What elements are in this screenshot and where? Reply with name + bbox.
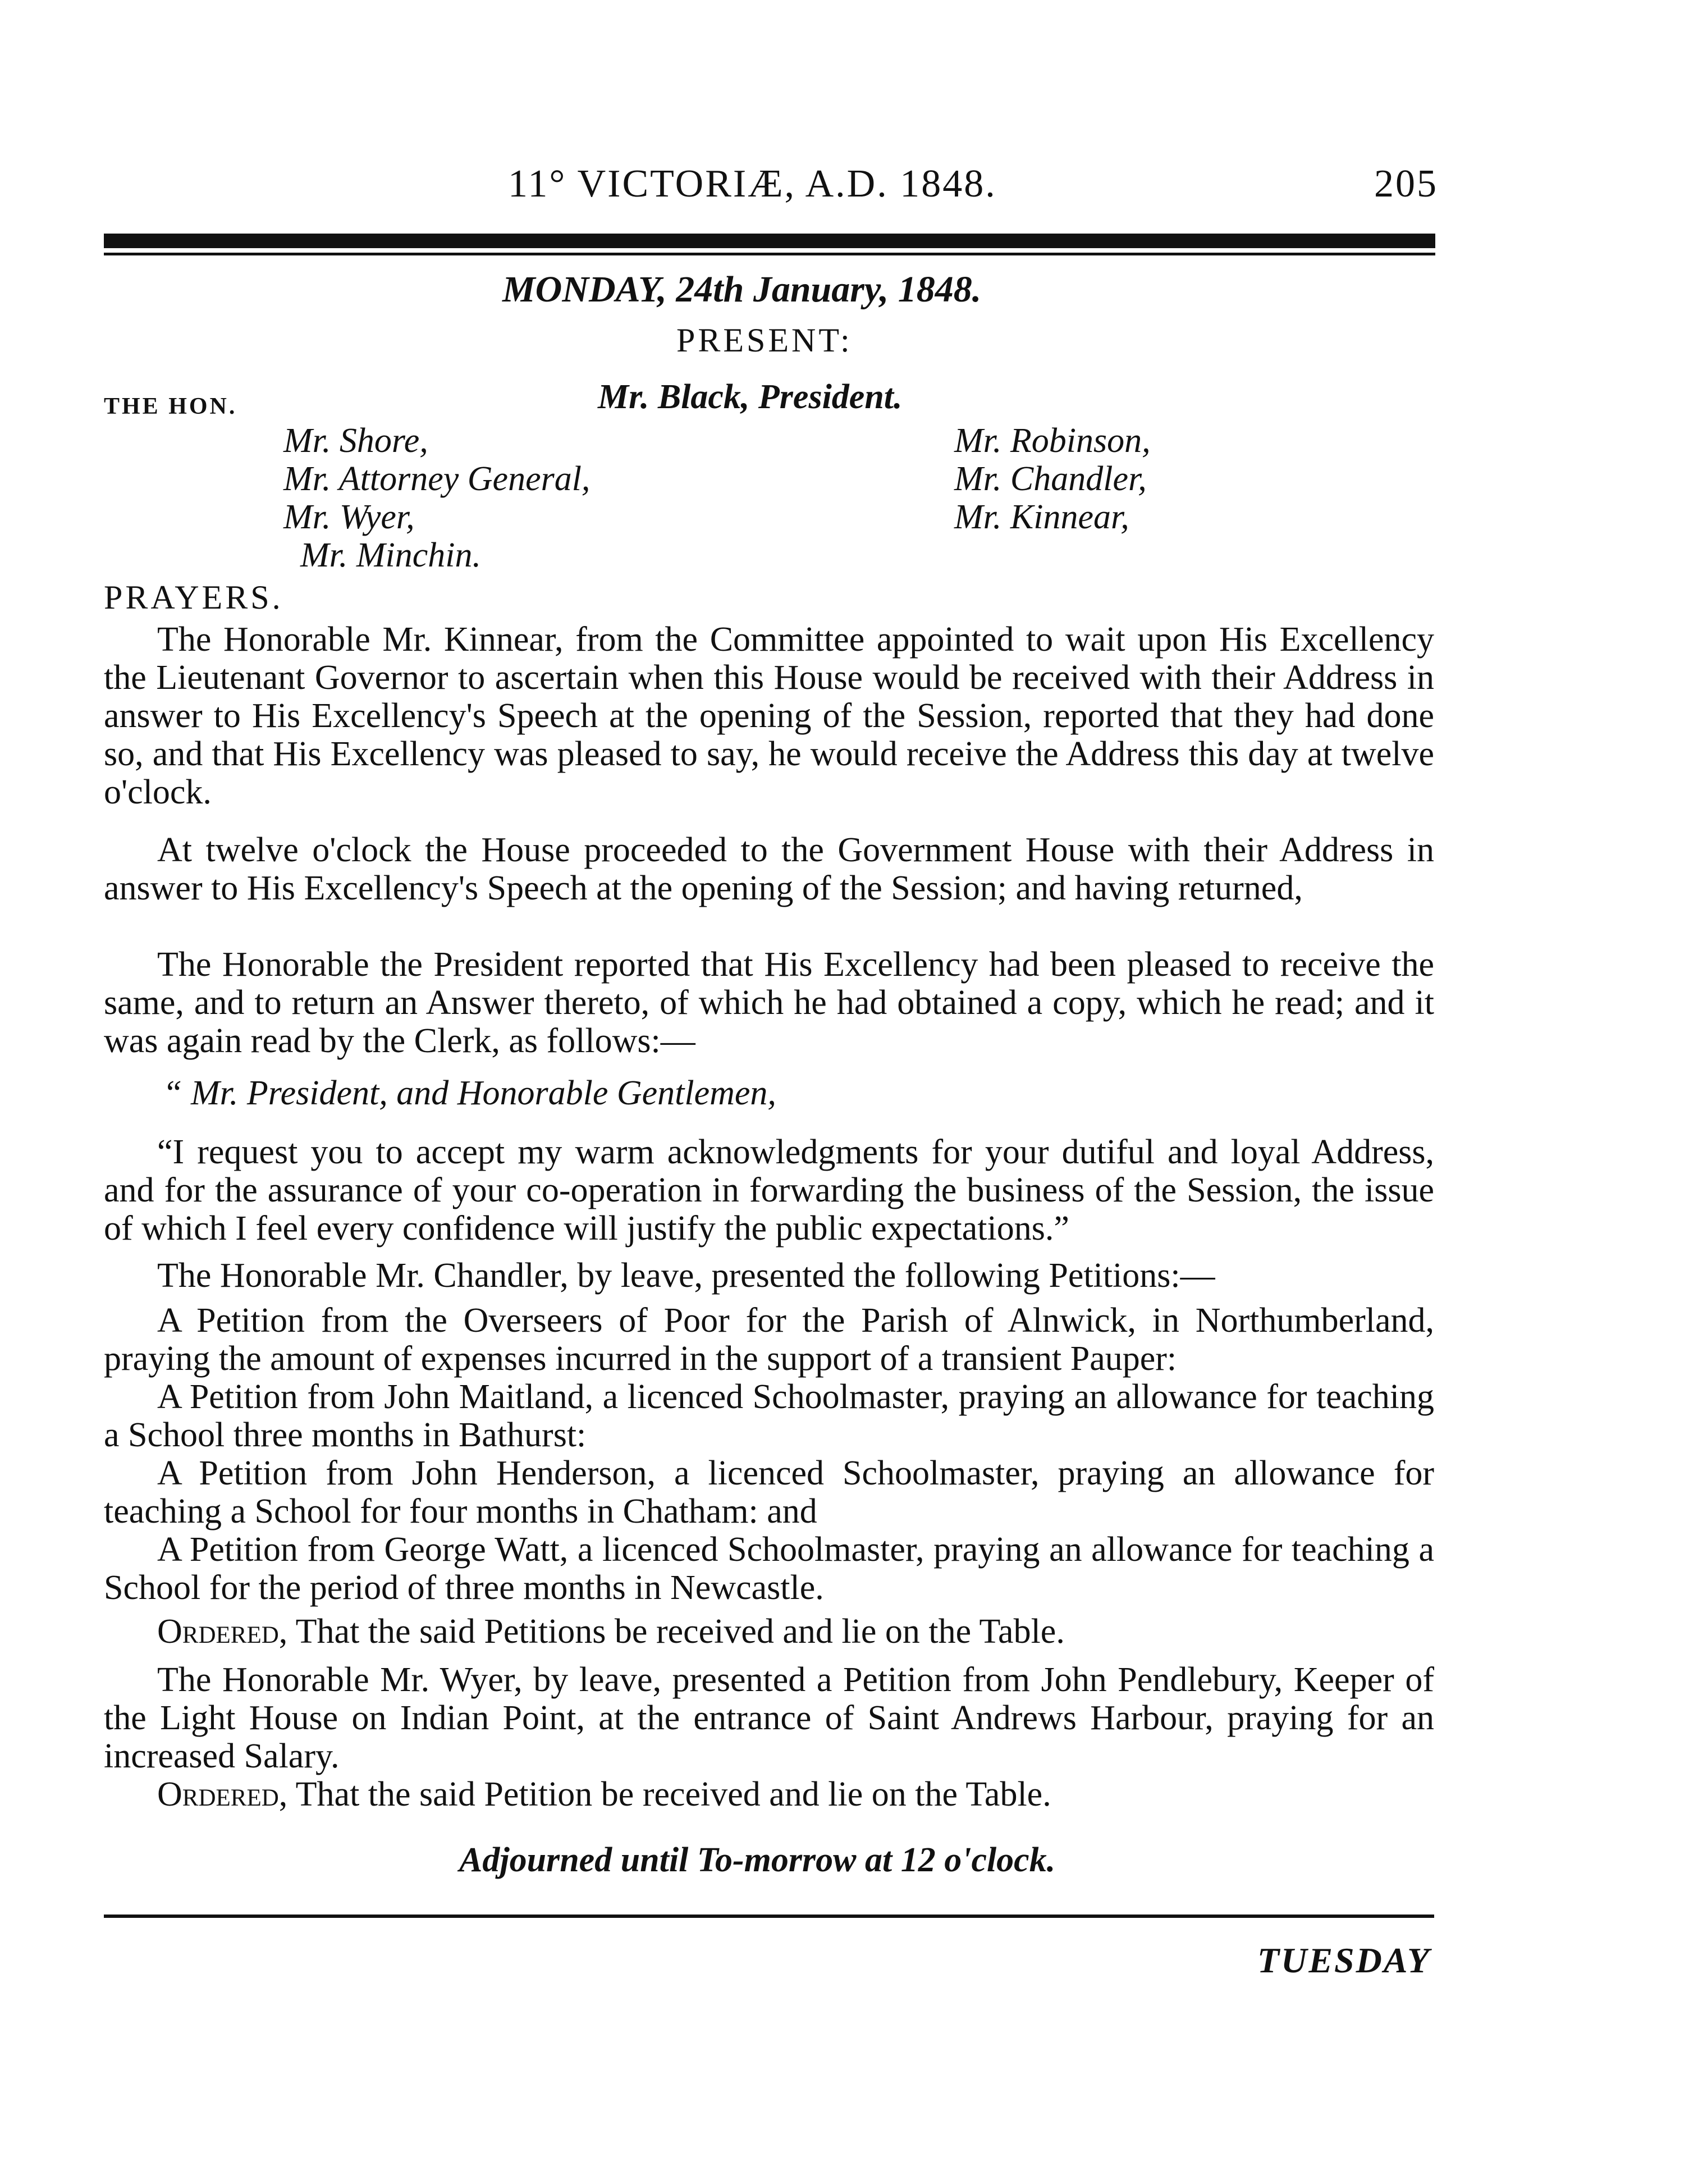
paragraph-chandler-petitions: The Honorable Mr. Chandler, by leave, presented the following Petitions:—	[157, 1257, 1215, 1295]
paragraph-governor-answer: “I request you to accept my warm acknowledgments for your dutiful and loyal Address, and for the assurance of your co-operation in forwarding the business of the Session, the issue of which I feel every confidence will justify the public expectations.”	[104, 1133, 1434, 1248]
member-left: Mr. Attorney General,	[283, 460, 591, 498]
member-right: Mr. Kinnear,	[954, 498, 1129, 536]
ordered-label: Ordered,	[157, 1775, 288, 1813]
member-left: Mr. Shore,	[283, 422, 428, 460]
paragraph-wyer-petition: The Honorable Mr. Wyer, by leave, presented a Petition from John Pendlebury, Keeper of the Light House on Indian Point, at the entrance of Saint Andrews Harbour, praying for an increased Salary.	[104, 1661, 1434, 1775]
member-left: Mr. Minchin.	[300, 536, 482, 574]
running-header-title: 11° VICTORIÆ, A.D. 1848.	[508, 162, 997, 205]
petition-item: A Petition from John Maitland, a licenced Schoolmaster, praying an allowance for teaching a School three months in Bathurst:	[104, 1378, 1434, 1454]
petition-item: A Petition from John Henderson, a licenced Schoolmaster, praying an allowance for teaching a School for four months in Chatham: and	[104, 1454, 1434, 1530]
paragraph-committee-report: The Honorable Mr. Kinnear, from the Committee appointed to wait upon His Excellency the Lieutenant Governor to ascertain when this House would be received with their Address in answer to His Excellency's Speech at the opening of the Session, reported that they had done so, and that His Excellency was pleased to say, he would receive the Address this day at twelve o'clock.	[104, 620, 1434, 811]
sitting-date: MONDAY, 24th January, 1848.	[502, 269, 982, 310]
quote-salutation: “ Mr. President, and Honorable Gentlemen,	[163, 1074, 776, 1112]
order-petitions-tabled	[104, 1612, 1434, 1651]
petition-item: A Petition from the Overseers of Poor for the Parish of Alnwick, in Northumberland, praying the amount of expenses incurred in the support of a transient Pauper:	[104, 1301, 1434, 1378]
member-left: Mr. Wyer,	[283, 498, 415, 536]
order-text: That the said Petition be received and lie on the Table.	[295, 1775, 1051, 1813]
president-entry: Mr. Black, President.	[598, 378, 903, 416]
paragraph-government-house: At twelve o'clock the House proceeded to the Government House with their Address in answer to His Excellency's Speech at the opening of the Session; and having returned,	[104, 831, 1434, 907]
catchword: TUESDAY	[1257, 1940, 1431, 1980]
member-right: Mr. Robinson,	[954, 422, 1151, 460]
adjournment-line: Adjourned until To-morrow at 12 o'clock.	[459, 1841, 1056, 1879]
ordered-label: Ordered,	[157, 1612, 288, 1651]
present-heading: PRESENT:	[676, 322, 853, 359]
member-right: Mr. Chandler,	[954, 460, 1147, 498]
header-rule-thin	[104, 253, 1435, 255]
order-petition-tabled	[104, 1775, 1434, 1813]
paragraph-president-report: The Honorable the President reported that His Excellency had been pleased to receive the same, and to return an Answer thereto, of which he had obtained a copy, which he read; and it was again read by the Clerk, as follows:—	[104, 945, 1434, 1060]
prayers-heading: PRAYERS.	[104, 579, 283, 616]
the-hon-label: THE HON.	[104, 394, 237, 419]
petition-item: A Petition from George Watt, a licenced Schoolmaster, praying an allowance for teaching a School for the period of three months in Newcastle.	[104, 1530, 1434, 1607]
footer-rule	[104, 1915, 1434, 1918]
order-text: That the said Petitions be received and lie on the Table.	[295, 1612, 1065, 1651]
page-number: 205	[1374, 162, 1438, 205]
header-rule-thick	[104, 234, 1435, 248]
